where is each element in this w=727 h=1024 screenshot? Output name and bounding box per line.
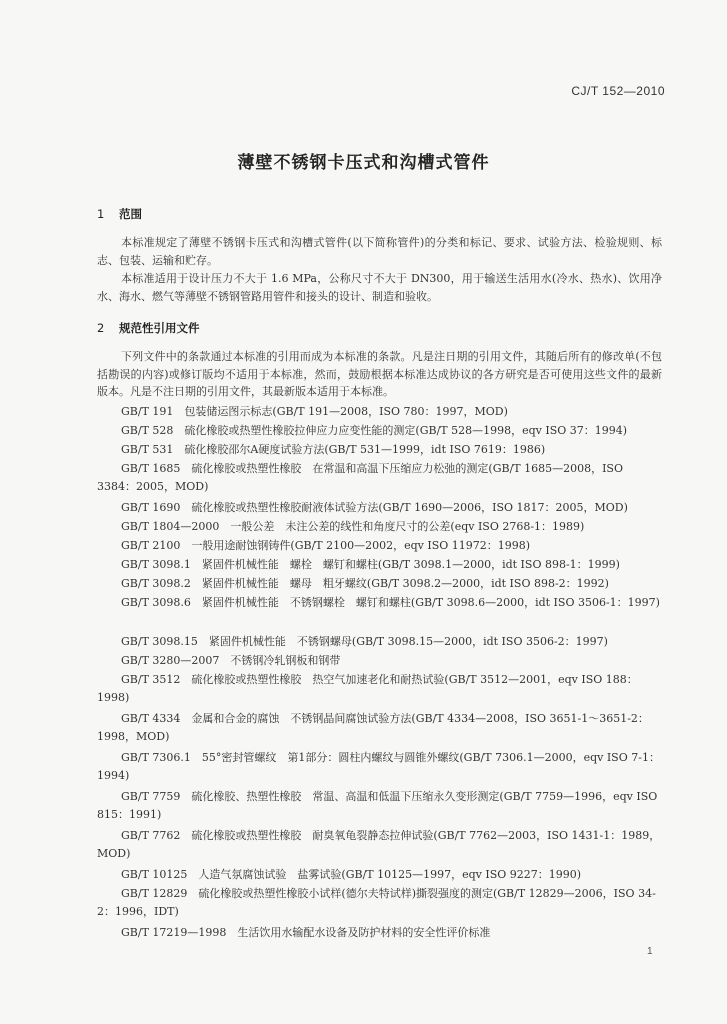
section-number: 1 [97,207,105,221]
reference-item: GB/T 1804—2000 一般公差 未注公差的线性和角度尺寸的公差(eqv ISO 2768-1：1989) [121,520,585,533]
reference-item: GB/T 528 硫化橡胶或热塑性橡胶拉伸应力应变性能的测定(GB/T 528—1998，eqv ISO 37：1994) [121,424,628,437]
reference-item: GB/T 3098.15 紧固件机械性能 不锈钢螺母(GB/T 3098.15—2000，idt ISO 3506-2：1997) [121,635,608,648]
section-number: 2 [97,321,105,335]
page-number: 1 [647,946,653,957]
normative-intro-paragraph: 下列文件中的条款通过本标准的引用而成为本标准的条款。凡是注日期的引用文件，其随后所有的修改单(不包括勘误的内容)或修订版均不适用于本标准，然而，鼓励根据本标准达成协议的各方研究是否可使用这些文件的最新版本。凡是不注日期的引用文件，其最新版本适用于本标准。 [97,350,662,398]
reference-item: GB/T 3098.6 紧固件机械性能 不锈钢螺栓 螺钉和螺柱(GB/T 3098.6—2000，idt ISO 3506-1：1997) [121,596,660,609]
section-1-heading [97,206,142,222]
reference-item: GB/T 3280—2007 不锈钢冷轧钢板和钢带 [121,654,341,667]
reference-item: GB/T 2100 一般用途耐蚀钢铸件(GB/T 2100—2002，eqv ISO 11972：1998) [121,539,531,552]
reference-item: GB/T 7306.1 55°密封管螺纹 第1部分：圆柱内螺纹与圆锥外螺纹(GB/T 7306.1—2000，eqv ISO 7-1：1994) [97,751,660,782]
reference-item: GB/T 10125 人造气氛腐蚀试验 盐雾试验(GB/T 10125—1997，eqv ISO 9227：1990) [121,868,582,881]
section-title: 规范性引用文件 [119,321,200,335]
reference-item: GB/T 7759 硫化橡胶、热塑性橡胶 常温、高温和低温下压缩永久变形测定(GB/T 7759—1996，eqv ISO 815：1991) [97,790,658,821]
section-title: 范围 [119,207,142,221]
section-2-heading [97,320,200,336]
reference-item: GB/T 4334 金属和合金的腐蚀 不锈钢晶间腐蚀试验方法(GB/T 4334—2008，ISO 3651-1～3651-2：1998，MOD) [97,712,649,743]
reference-item: GB/T 3098.2 紧固件机械性能 螺母 粗牙螺纹(GB/T 3098.2—2000，idt ISO 898-2：1992) [121,577,609,590]
page-title: 薄壁不锈钢卡压式和沟槽式管件 [237,153,490,173]
reference-item: GB/T 3512 硫化橡胶或热塑性橡胶 热空气加速老化和耐热试验(GB/T 3512—2001，eqv ISO 188：1998) [97,673,638,704]
scope-paragraph: 本标准规定了薄壁不锈钢卡压式和沟槽式管件(以下简称管件)的分类和标记、要求、试验方法、检验规则、标志、包装、运输和贮存。 [97,236,662,267]
reference-item: GB/T 531 硫化橡胶邵尔A硬度试验方法(GB/T 531—1999，idt ISO 7619：1986) [121,443,546,456]
reference-item: GB/T 3098.1 紧固件机械性能 螺栓 螺钉和螺柱(GB/T 3098.1—2000，idt ISO 898-1：1999) [121,558,620,571]
reference-item: GB/T 191 包装储运图示标志(GB/T 191—2008，ISO 780：1997，MOD) [121,405,508,418]
reference-item: GB/T 1690 硫化橡胶或热塑性橡胶耐液体试验方法(GB/T 1690—2006，ISO 1817：2005，MOD) [121,501,628,514]
reference-item: GB/T 1685 硫化橡胶或热塑性橡胶 在常温和高温下压缩应力松弛的测定(GB/T 1685—2008，ISO 3384：2005，MOD) [97,462,623,493]
reference-item: GB/T 12829 硫化橡胶或热塑性橡胶小试样(德尔夫特试样)撕裂强度的测定(GB/T 12829—2006，ISO 34-2：1996，IDT) [97,887,656,918]
scope-paragraph: 本标准适用于设计压力不大于 1.6 MPa，公称尺寸不大于 DN300，用于输送生活用水(冷水、热水)、饮用净水、海水、燃气等薄壁不锈钢管路用管件和接头的设计、制造和验收。 [97,272,662,303]
reference-item: GB/T 7762 硫化橡胶或热塑性橡胶 耐臭氧龟裂静态拉伸试验(GB/T 7762—2003，ISO 1431-1：1989，MOD) [97,829,661,860]
reference-item: GB/T 17219—1998 生活饮用水输配水设备及防护材料的安全性评价标准 [121,926,491,939]
standard-number: CJ/T 152—2010 [571,84,665,98]
